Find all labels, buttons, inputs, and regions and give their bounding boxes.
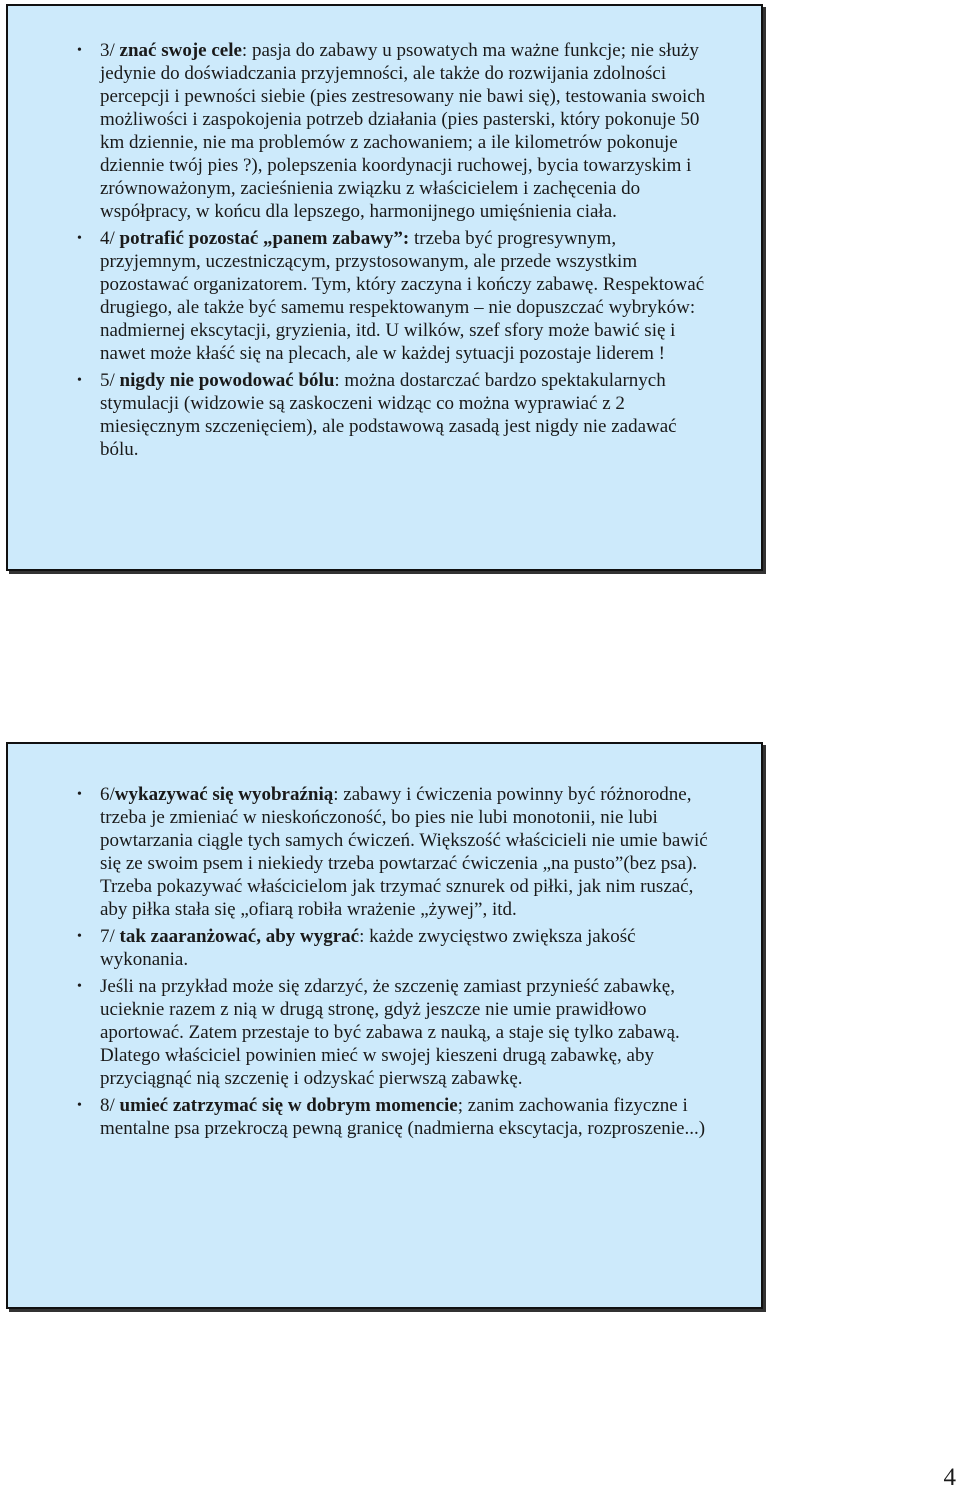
bullet-body: Jeśli na przykład może się zdarzyć, że szczenię zamiast przynieść zabawkę, ucieknie razem z nią w drugą stronę, gdyż jeszcze nie umie prawidłowo aportować. Zatem przestaje to być zabawa z nauką, a staje się tylko zabawą. Dlatego właściciel powinien mieć w swojej kieszeni drugą zabawkę, aby przyciągnąć nią szczenię i odzyskać pierwszą zabawkę. bbox=[100, 976, 680, 1089]
bullet-heading: wykazywać się wyobraźnią bbox=[114, 784, 334, 805]
bullet-body: : można dostarczać bardzo spektakularnych stymulacji (widzowie są zaskoczeni widząc co można wyprawiać z 2 miesięcznym szczenięciem), ale podstawową zasadą jest nigdy nie zadawać bólu. bbox=[100, 370, 677, 460]
bullet-item bbox=[77, 783, 709, 921]
bullet-item bbox=[77, 925, 709, 971]
bullet-body: : pasja do zabawy u psowatych ma ważne funkcje; nie służy jedynie do doświadczania przyjemności, ale także do rozwijania zdolności percepcji i pewności siebie (pies zestresowany nie bawi się), testowania swoich możliwości i zaspokojenia potrzeb działania (pies pasterski, który pokonuje 50 km dziennie, nie ma problemów z zachowaniem; a ile kilometrów pokonuje dziennie twój pies ?), polepszenia koordynacji ruchowej, bycia towarzyskim i zrównoważonym, zacieśnienia związku z właścicielem i zachęcenia do współpracy, w końcu dla lepszego, harmonijnego umięśnienia ciała. bbox=[100, 40, 706, 222]
bullet-body: : zabawy i ćwiczenia powinny być różnorodne, trzeba je zmieniać w nieskończoność, bo pies nie lubi monotonii, nie lubi powtarzania ciągle tych samych ćwiczeń. Większość właścicieli nie umie bawić się ze swoim psem i niekiedy trzeba powtarzać ćwiczenia „na pusto”(bez psa). Trzeba pokazywać właścicielom jak trzymać sznurek od piłki, jak nim ruszać, aby piłka stała się „ofiarą robiła wrażenie „żywej”, itd. bbox=[100, 784, 708, 920]
bullet-list bbox=[77, 783, 709, 1144]
bullet-number: 6/ bbox=[100, 784, 115, 805]
bullet-item bbox=[77, 39, 709, 223]
bullet-heading: nigdy nie powodować bólu bbox=[119, 370, 335, 391]
bullet-dot: • bbox=[77, 373, 82, 388]
bullet-heading: umieć zatrzymać się w dobrym momencie bbox=[119, 1095, 458, 1116]
bullet-number: 4/ bbox=[100, 228, 120, 249]
bullet-dot: • bbox=[77, 43, 82, 58]
bullet-dot: • bbox=[77, 231, 82, 246]
bullet-heading: znać swoje cele bbox=[119, 40, 242, 61]
bullet-item bbox=[77, 369, 709, 461]
slide-2 bbox=[6, 742, 763, 1309]
bullet-body: : każde zwycięstwo zwiększa jakość wykonania. bbox=[100, 926, 636, 970]
bullet-dot: • bbox=[77, 1098, 82, 1113]
slide-1 bbox=[6, 4, 763, 571]
bullet-item bbox=[77, 975, 709, 1090]
bullet-number: 8/ bbox=[100, 1095, 120, 1116]
page-number: 4 bbox=[943, 1464, 956, 1491]
bullet-heading: tak zaaranżować, aby wygrać bbox=[119, 926, 360, 947]
bullet-body: trzeba być progresywnym, przyjemnym, uczestniczącym, przystosowanym, ale przede wszystkim pozostawać organizatorem. Tym, który zaczyna i kończy zabawę. Respektować drugiego, ale także być samemu respektowanym – nie dopuszczać wybryków: nadmiernej ekscytacji, gryzienia, itd. U wilków, szef sfory może bawić się i nawet może kłaść się na plecach, ale w każdej sytuacji pozostaje liderem ! bbox=[100, 228, 705, 364]
bullet-heading: potrafić pozostać „panem zabawy”: bbox=[119, 228, 410, 249]
bullet-dot: • bbox=[77, 979, 82, 994]
bullet-item bbox=[77, 1094, 709, 1140]
bullet-list bbox=[77, 39, 709, 465]
bullet-item bbox=[77, 227, 709, 365]
bullet-dot: • bbox=[77, 787, 82, 802]
bullet-number: 7/ bbox=[100, 926, 120, 947]
bullet-number: 3/ bbox=[100, 40, 120, 61]
bullet-dot: • bbox=[77, 929, 82, 944]
bullet-number: 5/ bbox=[100, 370, 120, 391]
bullet-body: ; zanim zachowania fizyczne i mentalne psa przekroczą pewną granicę (nadmierna ekscytacja, rozproszenie...) bbox=[100, 1095, 706, 1139]
